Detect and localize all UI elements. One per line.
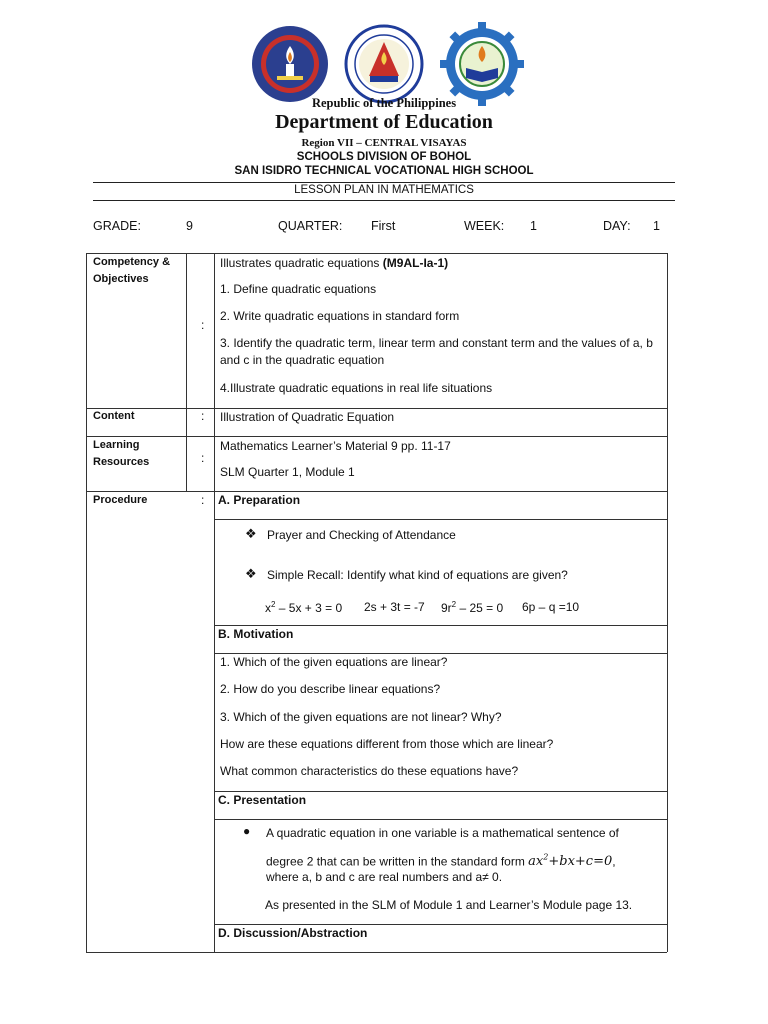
resource-item-1: Mathematics Learner’s Material 9 pp. 11-17 <box>220 439 451 453</box>
day-label: DAY: <box>603 219 631 233</box>
objective-4: 4.Illustrate quadratic equations in real life situations <box>220 381 493 395</box>
table-row-line <box>86 253 667 254</box>
division-line: SCHOOLS DIVISION OF BOHOL <box>296 151 472 163</box>
content-colon: : <box>201 409 205 423</box>
gear-seal-icon <box>440 22 524 106</box>
procedure-label: Procedure <box>93 494 148 506</box>
table-row-line <box>214 625 667 626</box>
table-row-line <box>214 519 667 520</box>
deped-division-seal-icon <box>250 24 330 104</box>
quarter-label: QUARTER: <box>278 219 343 233</box>
objective-1: 1. Define quadratic equations <box>220 282 377 296</box>
table-border-bottom <box>86 952 667 953</box>
equation-2: 2s + 3t = -7 <box>364 600 425 614</box>
deped-division-logo <box>250 24 330 104</box>
republic-line: Republic of the Philippines <box>311 96 457 110</box>
table-row-line <box>86 408 667 409</box>
standard-form-formula: $ax^2+bx+c=0$ <box>528 853 613 870</box>
equation-1: $x^2 - 5x + 3 = 0$ <box>265 600 343 615</box>
table-row-line <box>214 791 667 792</box>
header-rule-bottom <box>93 200 675 201</box>
competency-label: Competency & Objectives <box>93 256 171 285</box>
motivation-question-4: How are these equations different from those which are linear? <box>220 737 554 751</box>
deped-seal-icon <box>344 24 424 104</box>
discussion-heading: D. Discussion/Abstraction <box>218 926 368 940</box>
grade-value: 9 <box>186 219 193 233</box>
motivation-heading: B. Motivation <box>218 627 294 641</box>
region-line: Region VII – CENTRAL VISAYAS <box>301 137 467 149</box>
competency-title-text: Illustrates quadratic equations <box>220 256 380 270</box>
resources-colon: : <box>201 451 205 465</box>
table-row-line <box>214 924 667 925</box>
table-row-line <box>214 819 667 820</box>
presentation-text-4: As presented in the SLM of Module 1 and Learner’s Module page 13. <box>265 898 633 912</box>
table-divider-label <box>186 253 187 491</box>
motivation-question-3: 3. Which of the given equations are not linear? Why? <box>220 710 502 724</box>
motivation-question-5: What common characteristics do these equations have? <box>220 764 519 778</box>
preparation-heading: A. Preparation <box>218 493 301 507</box>
table-row-line <box>86 491 667 492</box>
table-border-right <box>667 253 668 952</box>
competency-colon: : <box>201 318 205 332</box>
content-label: Content <box>93 410 135 422</box>
grade-label: GRADE: <box>93 219 141 233</box>
preparation-bullet-2: Simple Recall: Identify what kind of equations are given? <box>267 568 568 582</box>
school-logo <box>440 22 524 106</box>
equation-4: 6p – q =10 <box>522 600 580 614</box>
header-rule <box>93 182 675 183</box>
equation-3: $9r^2 - 25 = 0$ <box>441 600 504 615</box>
competency-code: (M9AL-Ia-1) <box>382 256 449 270</box>
presentation-heading: C. Presentation <box>218 793 307 807</box>
motivation-question-1: 1. Which of the given equations are linear? <box>220 655 448 669</box>
lesson-plan-title: LESSON PLAN IN MATHEMATICS <box>294 184 474 196</box>
round-bullet-icon: ● <box>243 824 251 838</box>
competency-title <box>220 256 448 271</box>
resources-label: Learning Resources <box>93 439 150 468</box>
objective-2: 2. Write quadratic equations in standard form <box>220 309 460 323</box>
presentation-text-3: where a, b and c are real numbers and a≠ 0. <box>266 870 503 884</box>
day-value: 1 <box>653 219 660 233</box>
table-divider-colon <box>214 253 215 952</box>
motivation-question-2: 2. How do you describe linear equations? <box>220 682 441 696</box>
week-label: WEEK: <box>464 219 505 233</box>
diamond-bullet-icon: ❖ <box>245 526 257 541</box>
week-value: 1 <box>530 219 537 233</box>
table-row-line <box>214 653 667 654</box>
objective-3: 3. Identify the quadratic term, linear term and constant term and the values of a, b and c in the quadratic equation <box>220 336 653 367</box>
table-border-left <box>86 253 87 952</box>
table-row-line <box>86 436 667 437</box>
presentation-text-2: degree 2 that can be written in the standard form $ax^2+bx+c=0$, <box>266 853 616 870</box>
kagawaran-ng-edukasyon-logo <box>344 24 424 104</box>
procedure-colon: : <box>201 493 205 507</box>
diamond-bullet-icon: ❖ <box>245 566 257 581</box>
content-text: Illustration of Quadratic Equation <box>220 410 395 424</box>
department-title: Department of Education <box>275 111 493 133</box>
quarter-value: First <box>371 219 396 233</box>
presentation-text-1: A quadratic equation in one variable is a mathematical sentence of <box>266 826 619 840</box>
preparation-bullet-1: Prayer and Checking of Attendance <box>267 528 456 542</box>
resource-item-2: SLM Quarter 1, Module 1 <box>220 465 355 479</box>
school-name: SAN ISIDRO TECHNICAL VOCATIONAL HIGH SCHOOL <box>234 165 534 177</box>
